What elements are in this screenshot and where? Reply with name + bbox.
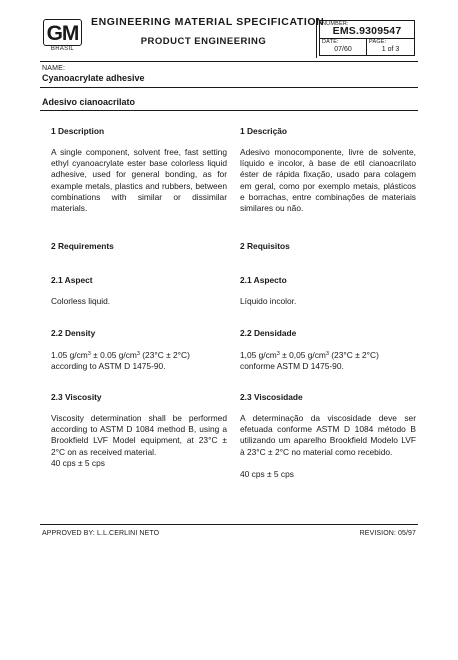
section-2-2-heading-pt: 2.2 Densidade — [240, 328, 297, 338]
viscosity-value-pt: 40 cps ± 5 cps — [240, 469, 294, 479]
page-cell — [367, 38, 415, 56]
document-title: ENGINEERING MATERIAL SPECIFICATION — [91, 16, 325, 28]
divider-body-top — [40, 110, 418, 111]
number-label: NUMBER: — [322, 21, 349, 27]
density-unit-superscript: 3 — [136, 351, 140, 357]
number-value: EMS.9309547 — [332, 25, 402, 37]
date-cell — [319, 38, 367, 56]
section-2-1-text-en: Colorless liquid. — [51, 296, 111, 306]
date-label: DATE: — [322, 39, 339, 45]
page-label: PAGE: — [369, 39, 387, 45]
density-value-en: 1.05 g/cm — [51, 350, 88, 360]
gm-brasil-logo — [43, 19, 82, 52]
density-temperature-pt: (23°C ± 2°C) — [328, 350, 379, 360]
density-unit-superscript: 3 — [276, 351, 280, 357]
density-temperature-en: (23°C ± 2°C) — [139, 350, 190, 360]
section-1-text-en: A single component, solvent free, fast setting ethyl cyanoacrylate ester base colorless liquid adhesive, used for general bonding, as for example metals, plastics and rubbers, between combinations with similar or dissimilar materials. — [51, 147, 227, 214]
section-2-2-text-pt — [240, 350, 379, 372]
section-2-2-text-en — [51, 350, 190, 372]
section-2-3-heading-en: 2.3 Viscosity — [51, 392, 102, 402]
divider-name — [40, 87, 418, 88]
section-2-heading-pt: 2 Requisitos — [240, 241, 290, 251]
section-1-heading-pt: 1 Descrição — [240, 126, 288, 136]
page-value: 1 of 3 — [381, 46, 400, 53]
approved-by: APPROVED BY: L.L.CERLINI NETO — [42, 530, 160, 537]
density-tolerance-en: ± 0.05 g/cm — [90, 350, 137, 360]
section-2-3-heading-pt: 2.3 Viscosidade — [240, 392, 303, 402]
divider-header — [40, 61, 418, 62]
gm-logo-mark: GM — [43, 19, 82, 46]
section-2-heading-en: 2 Requirements — [51, 241, 114, 251]
density-value-pt: 1,05 g/cm — [240, 350, 277, 360]
number-cell — [319, 20, 415, 38]
density-standard-en: according to ASTM D 1475-90. — [51, 361, 166, 372]
density-standard-pt: conforme ASTM D 1475-90. — [240, 361, 344, 372]
logo-subtext: BRASIL — [50, 46, 75, 52]
section-2-1-heading-pt: 2.1 Aspecto — [240, 275, 287, 285]
section-1-heading-en: 1 Description — [51, 126, 105, 136]
material-name-english: Cyanoacrylate adhesive — [42, 73, 145, 83]
name-label: NAME: — [42, 65, 66, 72]
section-2-3-text-pt: A determinação da viscosidade deve ser efetuada conforme ASTM D 1084 método B utilizando um aparelho Brookfield Modelo LVF à 23°C ± 2°C no material como recebido. — [240, 413, 416, 457]
section-2-1-heading-en: 2.1 Aspect — [51, 275, 93, 285]
material-name-portuguese: Adesivo cianoacrilato — [42, 97, 136, 107]
document-subtitle: PRODUCT ENGINEERING — [140, 36, 267, 47]
section-1-text-pt: Adesivo monocomponente, livre de solvente, líquido e incolor, à base de etil cianoacrilato éster de rápida fixação, usado para colagem em geral, como por exemplo metais, plásticos e borrachas, entre combinações de materiais similares ou não. — [240, 147, 416, 214]
density-unit-superscript: 3 — [87, 351, 91, 357]
section-2-2-heading-en: 2.2 Density — [51, 328, 96, 338]
viscosity-value-en: 40 cps ± 5 cps — [51, 458, 105, 468]
revision: REVISION: 05/97 — [359, 530, 416, 537]
density-unit-superscript: 3 — [325, 351, 329, 357]
section-2-3-text-en: Viscosity determination shall be performed according to ASTM D 1084 method B, using a Brookfield LVF Model equipment, at 23°C ± 2°C on as received material. — [51, 413, 227, 457]
header-info-box — [316, 18, 416, 58]
date-value: 07/60 — [334, 46, 352, 53]
section-2-1-text-pt: Líquido incolor. — [240, 296, 297, 306]
divider-footer — [40, 524, 418, 525]
density-tolerance-pt: ± 0,05 g/cm — [279, 350, 326, 360]
